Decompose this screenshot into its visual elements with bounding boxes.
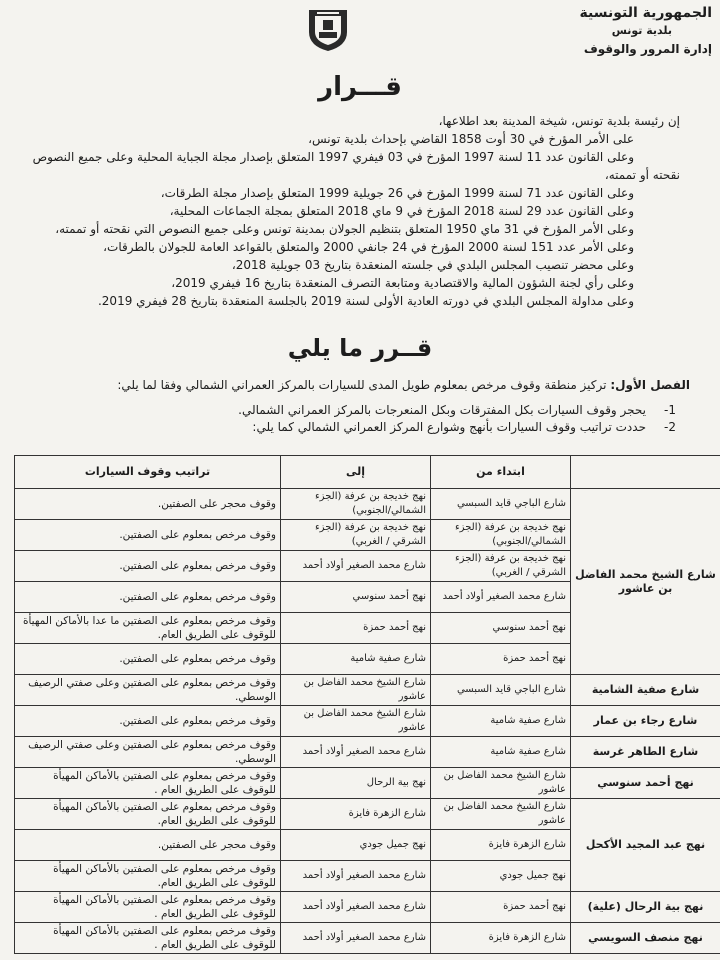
from-cell: شارع الزهرة فايزة <box>431 830 571 861</box>
preamble-line: على الأمر المؤرخ في 30 أوت 1858 القاضي بإحداث بلدية تونس، <box>308 132 634 146</box>
from-cell: شارع الزهرة فايزة <box>431 923 571 954</box>
preamble-line: وعلى محضر تنصيب المجلس البلدي في جلسته المنعقدة بتاريخ 03 جويلية 2018، <box>231 258 634 272</box>
preamble-line: وعلى الأمر عدد 151 لسنة 2000 المؤرخ في 24 جانفي 2000 والمتعلق بالقواعد العامة للجولان بالطرقات، <box>103 240 634 254</box>
table-row <box>15 923 720 954</box>
table-row <box>15 706 720 737</box>
rule-cell: وقوف مرخص بمعلوم على الصفتين وعلى صفتي الرصيف الوسطي. <box>15 737 281 768</box>
rule-cell: وقوف مرخص بمعلوم على الصفتين. <box>15 582 281 613</box>
decision-title: قــرر ما يلي <box>287 334 433 362</box>
to-cell: شارع الزهرة فايزة <box>281 799 431 830</box>
table-body <box>15 489 720 954</box>
from-cell: شارع صفية شامية <box>431 737 571 768</box>
municipality-name: بلدية تونس <box>611 24 672 37</box>
to-cell: شارع الشيخ محمد الفاضل بن عاشور <box>281 675 431 706</box>
rule-cell: وقوف مرخص بمعلوم على الصفتين. <box>15 520 281 551</box>
list-item <box>20 419 676 436</box>
chapter-items <box>20 402 676 436</box>
list-item-text: يحجر وقوف السيارات بكل المفترقات وبكل المنعرجات بالمركز العمراني الشمالي. <box>238 403 646 417</box>
rule-cell: وقوف مرخص بمعلوم على الصفتين بالأماكن المهيأة للوقوف على الطريق العام . <box>15 892 281 923</box>
from-cell: نهج جميل جودي <box>431 861 571 892</box>
from-cell: شارع صفية شامية <box>431 706 571 737</box>
preamble-line: نقحته أو تممته، <box>604 168 680 182</box>
rule-cell: وقوف مرخص بمعلوم على الصفتين. <box>15 551 281 582</box>
rule-cell: وقوف مرخص بمعلوم على الصفتين وعلى صفتي الرصيف الوسطي. <box>15 675 281 706</box>
street-cell: شارع رجاء بن عمار <box>571 706 720 737</box>
to-cell: شارع محمد الصغير أولاد أحمد <box>281 737 431 768</box>
letterhead <box>552 4 712 58</box>
department-name: إدارة المرور والوقوف <box>583 42 712 56</box>
to-cell: شارع محمد الصغير أولاد أحمد <box>281 861 431 892</box>
from-cell: شارع الشيخ محمد الفاضل بن عاشور <box>431 799 571 830</box>
to-cell: نهج جميل جودي <box>281 830 431 861</box>
list-item-number: 1- <box>664 403 676 417</box>
preamble-line: وعلى القانون عدد 29 لسنة 2018 المؤرخ في 9 ماي 2018 المتعلق بمجلة الجماعات المحلية، <box>169 204 634 218</box>
rule-cell: وقوف مرخص بمعلوم على الصفتين بالأماكن المهيأة للوقوف على الطريق العام . <box>15 768 281 799</box>
to-cell: شارع صفية شامية <box>281 644 431 675</box>
from-cell: نهج أحمد سنوسي <box>431 613 571 644</box>
to-cell: نهج خديجة بن عرفة (الجزء الشمالي/الجنوبي) <box>281 489 431 520</box>
rule-cell: وقوف مرخص بمعلوم على الصفتين. <box>15 706 281 737</box>
rule-cell: وقوف مرخص بمعلوم على الصفتين ما عدا بالأماكن المهيأة للوقوف على الطريق العام. <box>15 613 281 644</box>
preamble-line: وعلى الأمر المؤرخ في 31 ماي 1950 المتعلق بتنظيم الجولان بمدينة تونس وعلى جميع النصوص التي نقحته أو تممته، <box>55 222 634 236</box>
header-street <box>571 456 720 489</box>
chapter-text: تركيز منطقة وقوف مرخص بمعلوم طويل المدى للسيارات بالمركز العمراني الشمالي وفقا لما يلي: <box>117 378 607 392</box>
preamble <box>10 112 680 310</box>
street-cell: شارع الطاهر غرسة <box>571 737 720 768</box>
rule-cell: وقوف مرخص بمعلوم على الصفتين. <box>15 644 281 675</box>
preamble-line: وعلى القانون عدد 71 لسنة 1999 المؤرخ في 26 جويلية 1999 المتعلق بإصدار مجلة الطرقات، <box>160 186 634 200</box>
to-cell: نهج أحمد سنوسي <box>281 582 431 613</box>
to-cell: نهج بية الرحال <box>281 768 431 799</box>
rule-cell: وقوف مرخص بمعلوم على الصفتين بالأماكن المهيأة للوقوف على الطريق العام. <box>15 861 281 892</box>
list-item-text: حددت تراتيب وقوف السيارات بأنهج وشوارع المركز العمراني الشمالي كما يلي: <box>252 420 646 434</box>
preamble-line: وعلى مداولة المجلس البلدي في دورته العادية الأولى لسنة 2019 بالجلسة المنعقدة بتاريخ 28 فيفري 2019. <box>97 294 634 308</box>
to-cell: شارع الشيخ محمد الفاضل بن عاشور <box>281 706 431 737</box>
from-cell: شارع محمد الصغير أولاد أحمد <box>431 582 571 613</box>
chapter-one <box>20 376 690 394</box>
street-cell: نهج بية الرحال (علية) <box>571 892 720 923</box>
preamble-line: إن رئيسة بلدية تونس، شيخة المدينة بعد اطلاعها، <box>438 114 680 128</box>
street-cell: نهج أحمد سنوسي <box>571 768 720 799</box>
rule-cell: وقوف محجر على الصفتين. <box>15 830 281 861</box>
preamble-line: وعلى رأي لجنة الشؤون المالية والاقتصادية ومتابعة التصرف المنعقدة بتاريخ 16 فيفري 2019، <box>171 276 634 290</box>
to-cell: شارع محمد الصغير أولاد أحمد <box>281 923 431 954</box>
from-cell: نهج أحمد حمزة <box>431 892 571 923</box>
list-item <box>20 402 676 419</box>
rule-cell: وقوف محجر على الصفتين. <box>15 489 281 520</box>
street-cell: شارع صفية الشامية <box>571 675 720 706</box>
from-cell: نهج أحمد حمزة <box>431 644 571 675</box>
header-rule: تراتيب وقوف السيارات <box>15 456 281 489</box>
municipality-seal-icon <box>303 6 353 52</box>
header-to: إلى <box>281 456 431 489</box>
table-row <box>15 737 720 768</box>
header-from: ابتداء من <box>431 456 571 489</box>
to-cell: نهج خديجة بن عرفة (الجزء الشرقي / الغربي) <box>281 520 431 551</box>
table-row <box>15 675 720 706</box>
from-cell: نهج خديجة بن عرفة (الجزء الشرقي / الغربي) <box>431 551 571 582</box>
table-row <box>15 892 720 923</box>
to-cell: نهج أحمد حمزة <box>281 613 431 644</box>
table-row <box>15 799 720 830</box>
table-header-row <box>15 456 720 489</box>
table-row <box>15 489 720 520</box>
chapter-label: الفصل الأول: <box>610 378 690 392</box>
rule-cell: وقوف مرخص بمعلوم على الصفتين بالأماكن المهيأة للوقوف على الطريق العام. <box>15 799 281 830</box>
decree-title: قـــرار <box>318 72 402 102</box>
rule-cell: وقوف مرخص بمعلوم على الصفتين بالأماكن المهيأة للوقوف على الطريق العام . <box>15 923 281 954</box>
parking-rules-table <box>14 455 720 954</box>
from-cell: شارع الباجي قايد السبسي <box>431 675 571 706</box>
street-cell: شارع الشيخ محمد الفاضل بن عاشور <box>571 489 720 675</box>
list-item-number: 2- <box>664 420 676 434</box>
street-cell: نهج عبد المجيد الأكحل <box>571 799 720 892</box>
street-cell: نهج منصف السويسي <box>571 923 720 954</box>
preamble-line: وعلى القانون عدد 11 لسنة 1997 المؤرخ في 03 فيفري 1997 المتعلق بإصدار مجلة الجباية المحلية وعلى جميع النصوص <box>32 150 634 164</box>
to-cell: شارع محمد الصغير أولاد أحمد <box>281 551 431 582</box>
republic-name: الجمهورية التونسية <box>579 5 712 21</box>
from-cell: شارع الشيخ محمد الفاضل بن عاشور <box>431 768 571 799</box>
from-cell: شارع الباجي قايد السبسي <box>431 489 571 520</box>
to-cell: شارع محمد الصغير أولاد أحمد <box>281 892 431 923</box>
from-cell: نهج خديجة بن عرفة (الجزء الشمالي/الجنوبي) <box>431 520 571 551</box>
table-row <box>15 768 720 799</box>
